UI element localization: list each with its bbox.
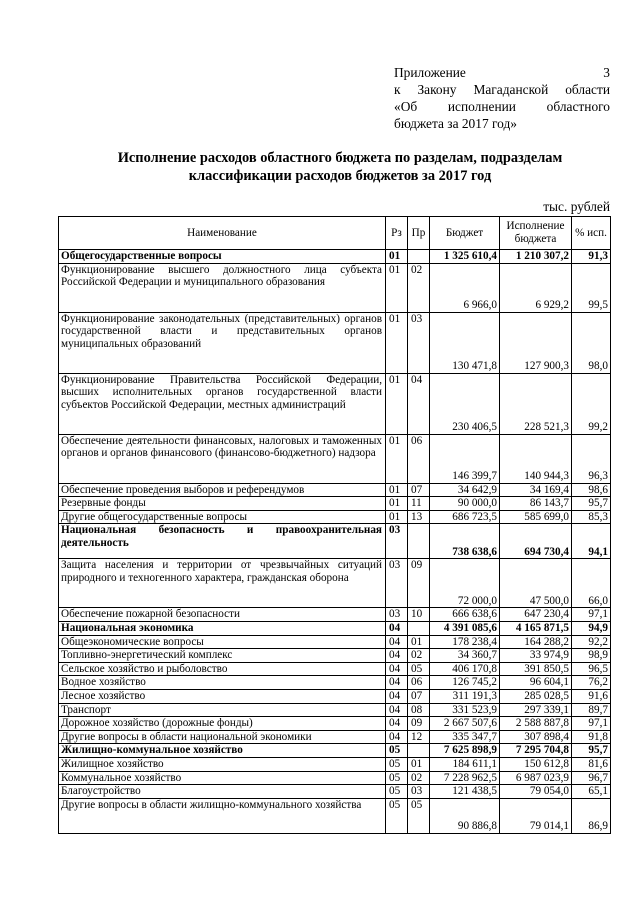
table-row (59, 785, 611, 799)
cell-name: Другие вопросы в области национальной экономики (59, 730, 386, 744)
cell-percent: 89,7 (572, 703, 611, 717)
cell-execution: 285 028,5 (500, 689, 572, 703)
appendix-line: Приложение 3 (394, 65, 610, 80)
cell-pr: 09 (408, 717, 430, 731)
cell-percent: 94,9 (572, 621, 611, 635)
cell-rz: 01 (386, 483, 408, 497)
cell-execution: 391 850,5 (500, 662, 572, 676)
cell-execution: 4 165 871,5 (500, 621, 572, 635)
cell-budget: 335 347,7 (430, 730, 500, 744)
cell-pr (408, 744, 430, 758)
cell-execution: 7 295 704,8 (500, 744, 572, 758)
cell-execution: 150 612,8 (500, 757, 572, 771)
cell-budget: 7 228 962,5 (430, 771, 500, 785)
cell-rz: 01 (386, 263, 408, 312)
table-row (59, 250, 611, 264)
cell-budget: 126 745,2 (430, 676, 500, 690)
appendix-line: бюджета за 2017 год» (394, 116, 517, 131)
cell-execution: 79 054,0 (500, 785, 572, 799)
cell-budget: 686 723,5 (430, 510, 500, 524)
cell-rz: 01 (386, 510, 408, 524)
title-line: классификации расходов бюджетов за 2017 год (188, 168, 492, 184)
cell-rz: 03 (386, 559, 408, 608)
cell-execution: 307 898,4 (500, 730, 572, 744)
cell-execution: 127 900,3 (500, 312, 572, 373)
cell-name: Жилищно-коммунальное хозяйство (59, 744, 386, 758)
cell-pr: 03 (408, 785, 430, 799)
table-row (59, 263, 611, 312)
table-row (59, 373, 611, 434)
cell-execution: 297 339,1 (500, 703, 572, 717)
cell-execution: 585 699,0 (500, 510, 572, 524)
cell-percent: 95,7 (572, 497, 611, 511)
table-row (59, 771, 611, 785)
cell-name: Сельское хозяйство и рыболовство (59, 662, 386, 676)
cell-pr: 11 (408, 497, 430, 511)
cell-rz: 04 (386, 703, 408, 717)
cell-pr: 10 (408, 608, 430, 622)
cell-pr: 01 (408, 635, 430, 649)
cell-budget: 184 611,1 (430, 757, 500, 771)
cell-budget: 406 170,8 (430, 662, 500, 676)
cell-rz: 04 (386, 649, 408, 663)
cell-budget: 4 391 085,6 (430, 621, 500, 635)
cell-rz: 04 (386, 717, 408, 731)
cell-rz: 03 (386, 608, 408, 622)
cell-pr: 07 (408, 483, 430, 497)
cell-percent: 92,2 (572, 635, 611, 649)
cell-percent: 81,6 (572, 757, 611, 771)
cell-budget: 121 438,5 (430, 785, 500, 799)
cell-percent: 91,8 (572, 730, 611, 744)
cell-execution: 140 944,3 (500, 434, 572, 483)
cell-execution: 33 974,9 (500, 649, 572, 663)
cell-percent: 96,7 (572, 771, 611, 785)
cell-rz: 01 (386, 312, 408, 373)
cell-name: Национальная безопасность и правоохранительная деятельность (59, 524, 386, 559)
cell-budget: 178 238,4 (430, 635, 500, 649)
cell-percent: 96,3 (572, 434, 611, 483)
table-row (59, 676, 611, 690)
cell-execution: 228 521,3 (500, 373, 572, 434)
cell-percent: 98,9 (572, 649, 611, 663)
cell-percent: 85,3 (572, 510, 611, 524)
cell-execution: 647 230,4 (500, 608, 572, 622)
table-row (59, 689, 611, 703)
cell-pr: 05 (408, 662, 430, 676)
cell-rz: 01 (386, 434, 408, 483)
table-row (59, 524, 611, 559)
cell-pr: 07 (408, 689, 430, 703)
cell-name: Транспорт (59, 703, 386, 717)
cell-budget: 90 000,0 (430, 497, 500, 511)
cell-budget: 331 523,9 (430, 703, 500, 717)
cell-rz: 04 (386, 635, 408, 649)
cell-rz: 03 (386, 524, 408, 559)
table-row (59, 717, 611, 731)
cell-rz: 04 (386, 621, 408, 635)
table-row (59, 744, 611, 758)
cell-rz: 04 (386, 689, 408, 703)
cell-name: Топливно-энергетический комплекс (59, 649, 386, 663)
cell-budget: 146 399,7 (430, 434, 500, 483)
cell-percent: 86,9 (572, 798, 611, 833)
cell-pr: 01 (408, 757, 430, 771)
table-row (59, 635, 611, 649)
cell-name: Национальная экономика (59, 621, 386, 635)
cell-budget: 1 325 610,4 (430, 250, 500, 264)
cell-budget: 34 360,7 (430, 649, 500, 663)
cell-percent: 98,6 (572, 483, 611, 497)
cell-execution: 6 929,2 (500, 263, 572, 312)
cell-name: Лесное хозяйство (59, 689, 386, 703)
header-execution: Исполнение бюджета (500, 217, 572, 250)
table-row (59, 662, 611, 676)
cell-rz: 05 (386, 785, 408, 799)
table-row (59, 798, 611, 833)
appendix-line: «Об исполнении областного (394, 99, 610, 114)
cell-budget: 90 886,8 (430, 798, 500, 833)
cell-percent: 98,0 (572, 312, 611, 373)
cell-rz: 05 (386, 757, 408, 771)
cell-percent: 97,1 (572, 717, 611, 731)
cell-budget: 738 638,6 (430, 524, 500, 559)
cell-pr (408, 621, 430, 635)
table-row (59, 312, 611, 373)
cell-percent: 96,5 (572, 662, 611, 676)
cell-percent: 97,1 (572, 608, 611, 622)
cell-name: Общеэкономические вопросы (59, 635, 386, 649)
cell-name: Обеспечение проведения выборов и референдумов (59, 483, 386, 497)
table-body (59, 250, 611, 834)
cell-percent: 91,3 (572, 250, 611, 264)
table-row (59, 559, 611, 608)
cell-budget: 7 625 898,9 (430, 744, 500, 758)
cell-percent: 76,2 (572, 676, 611, 690)
cell-name: Жилищное хозяйство (59, 757, 386, 771)
cell-pr: 09 (408, 559, 430, 608)
cell-name: Благоустройство (59, 785, 386, 799)
table-row (59, 757, 611, 771)
cell-percent: 91,6 (572, 689, 611, 703)
cell-budget: 72 000,0 (430, 559, 500, 608)
cell-pr: 06 (408, 676, 430, 690)
cell-name: Водное хозяйство (59, 676, 386, 690)
cell-pr: 12 (408, 730, 430, 744)
cell-execution: 164 288,2 (500, 635, 572, 649)
cell-name: Дорожное хозяйство (дорожные фонды) (59, 717, 386, 731)
table-row (59, 608, 611, 622)
cell-percent: 66,0 (572, 559, 611, 608)
cell-percent: 99,2 (572, 373, 611, 434)
header-pr: Пр (408, 217, 430, 250)
cell-percent: 95,7 (572, 744, 611, 758)
cell-execution: 79 014,1 (500, 798, 572, 833)
cell-name: Резервные фонды (59, 497, 386, 511)
cell-name: Защита населения и территории от чрезвычайных ситуаций природного и техногенного характера, гражданская оборона (59, 559, 386, 608)
cell-budget: 230 406,5 (430, 373, 500, 434)
cell-name: Функционирование высшего должностного лица субъекта Российской Федерации и муниципального образования (59, 263, 386, 312)
cell-pr: 02 (408, 649, 430, 663)
cell-name: Обеспечение деятельности финансовых, налоговых и таможенных органов и органов финансового (финансово-бюджетного) надзора (59, 434, 386, 483)
cell-name: Коммунальное хозяйство (59, 771, 386, 785)
cell-name: Обеспечение пожарной безопасности (59, 608, 386, 622)
cell-rz: 05 (386, 744, 408, 758)
cell-rz: 04 (386, 662, 408, 676)
cell-pr: 02 (408, 263, 430, 312)
header-rz: Рз (386, 217, 408, 250)
cell-execution: 1 210 307,2 (500, 250, 572, 264)
header-percent: % исп. (572, 217, 611, 250)
cell-budget: 130 471,8 (430, 312, 500, 373)
cell-pr: 04 (408, 373, 430, 434)
cell-percent: 99,5 (572, 263, 611, 312)
table-row (59, 483, 611, 497)
cell-pr (408, 250, 430, 264)
cell-execution: 47 500,0 (500, 559, 572, 608)
cell-pr: 08 (408, 703, 430, 717)
appendix-line: к Закону Магаданской области (394, 82, 610, 97)
cell-budget: 6 966,0 (430, 263, 500, 312)
header-name: Наименование (59, 217, 386, 250)
table-row (59, 649, 611, 663)
cell-name: Другие вопросы в области жилищно-коммунального хозяйства (59, 798, 386, 833)
title-line: Исполнение расходов областного бюджета по разделам, подразделам (117, 150, 563, 166)
cell-name: Функционирование Правительства Российской Федерации, высших исполнительных органов государственной власти субъектов Российской Федерации, местных администраций (59, 373, 386, 434)
page-title (60, 149, 620, 185)
cell-budget: 2 667 507,6 (430, 717, 500, 731)
cell-pr (408, 524, 430, 559)
cell-rz: 05 (386, 771, 408, 785)
cell-execution: 6 987 023,9 (500, 771, 572, 785)
cell-execution: 2 588 887,8 (500, 717, 572, 731)
table-row (59, 621, 611, 635)
cell-rz: 04 (386, 730, 408, 744)
cell-name: Общегосударственные вопросы (59, 250, 386, 264)
cell-percent: 65,1 (572, 785, 611, 799)
cell-pr: 06 (408, 434, 430, 483)
table-row (59, 703, 611, 717)
cell-percent: 94,1 (572, 524, 611, 559)
cell-rz: 05 (386, 798, 408, 833)
cell-budget: 666 638,6 (430, 608, 500, 622)
table-header-row (59, 217, 611, 250)
appendix-note (394, 64, 610, 132)
units-label: тыс. рублей (543, 199, 610, 214)
header-budget: Бюджет (430, 217, 500, 250)
cell-pr: 03 (408, 312, 430, 373)
table-row (59, 434, 611, 483)
cell-pr: 02 (408, 771, 430, 785)
budget-table (58, 216, 611, 834)
cell-name: Другие общегосударственные вопросы (59, 510, 386, 524)
cell-execution: 694 730,4 (500, 524, 572, 559)
cell-execution: 96 604,1 (500, 676, 572, 690)
table-row (59, 497, 611, 511)
cell-rz: 01 (386, 373, 408, 434)
cell-rz: 01 (386, 497, 408, 511)
cell-pr: 05 (408, 798, 430, 833)
cell-execution: 34 169,4 (500, 483, 572, 497)
cell-budget: 311 191,3 (430, 689, 500, 703)
cell-name: Функционирование законодательных (представительных) органов государственной власти и представительных органов муниципальных образований (59, 312, 386, 373)
table-row (59, 510, 611, 524)
cell-pr: 13 (408, 510, 430, 524)
cell-rz: 01 (386, 250, 408, 264)
cell-budget: 34 642,9 (430, 483, 500, 497)
cell-execution: 86 143,7 (500, 497, 572, 511)
cell-rz: 04 (386, 676, 408, 690)
table-row (59, 730, 611, 744)
